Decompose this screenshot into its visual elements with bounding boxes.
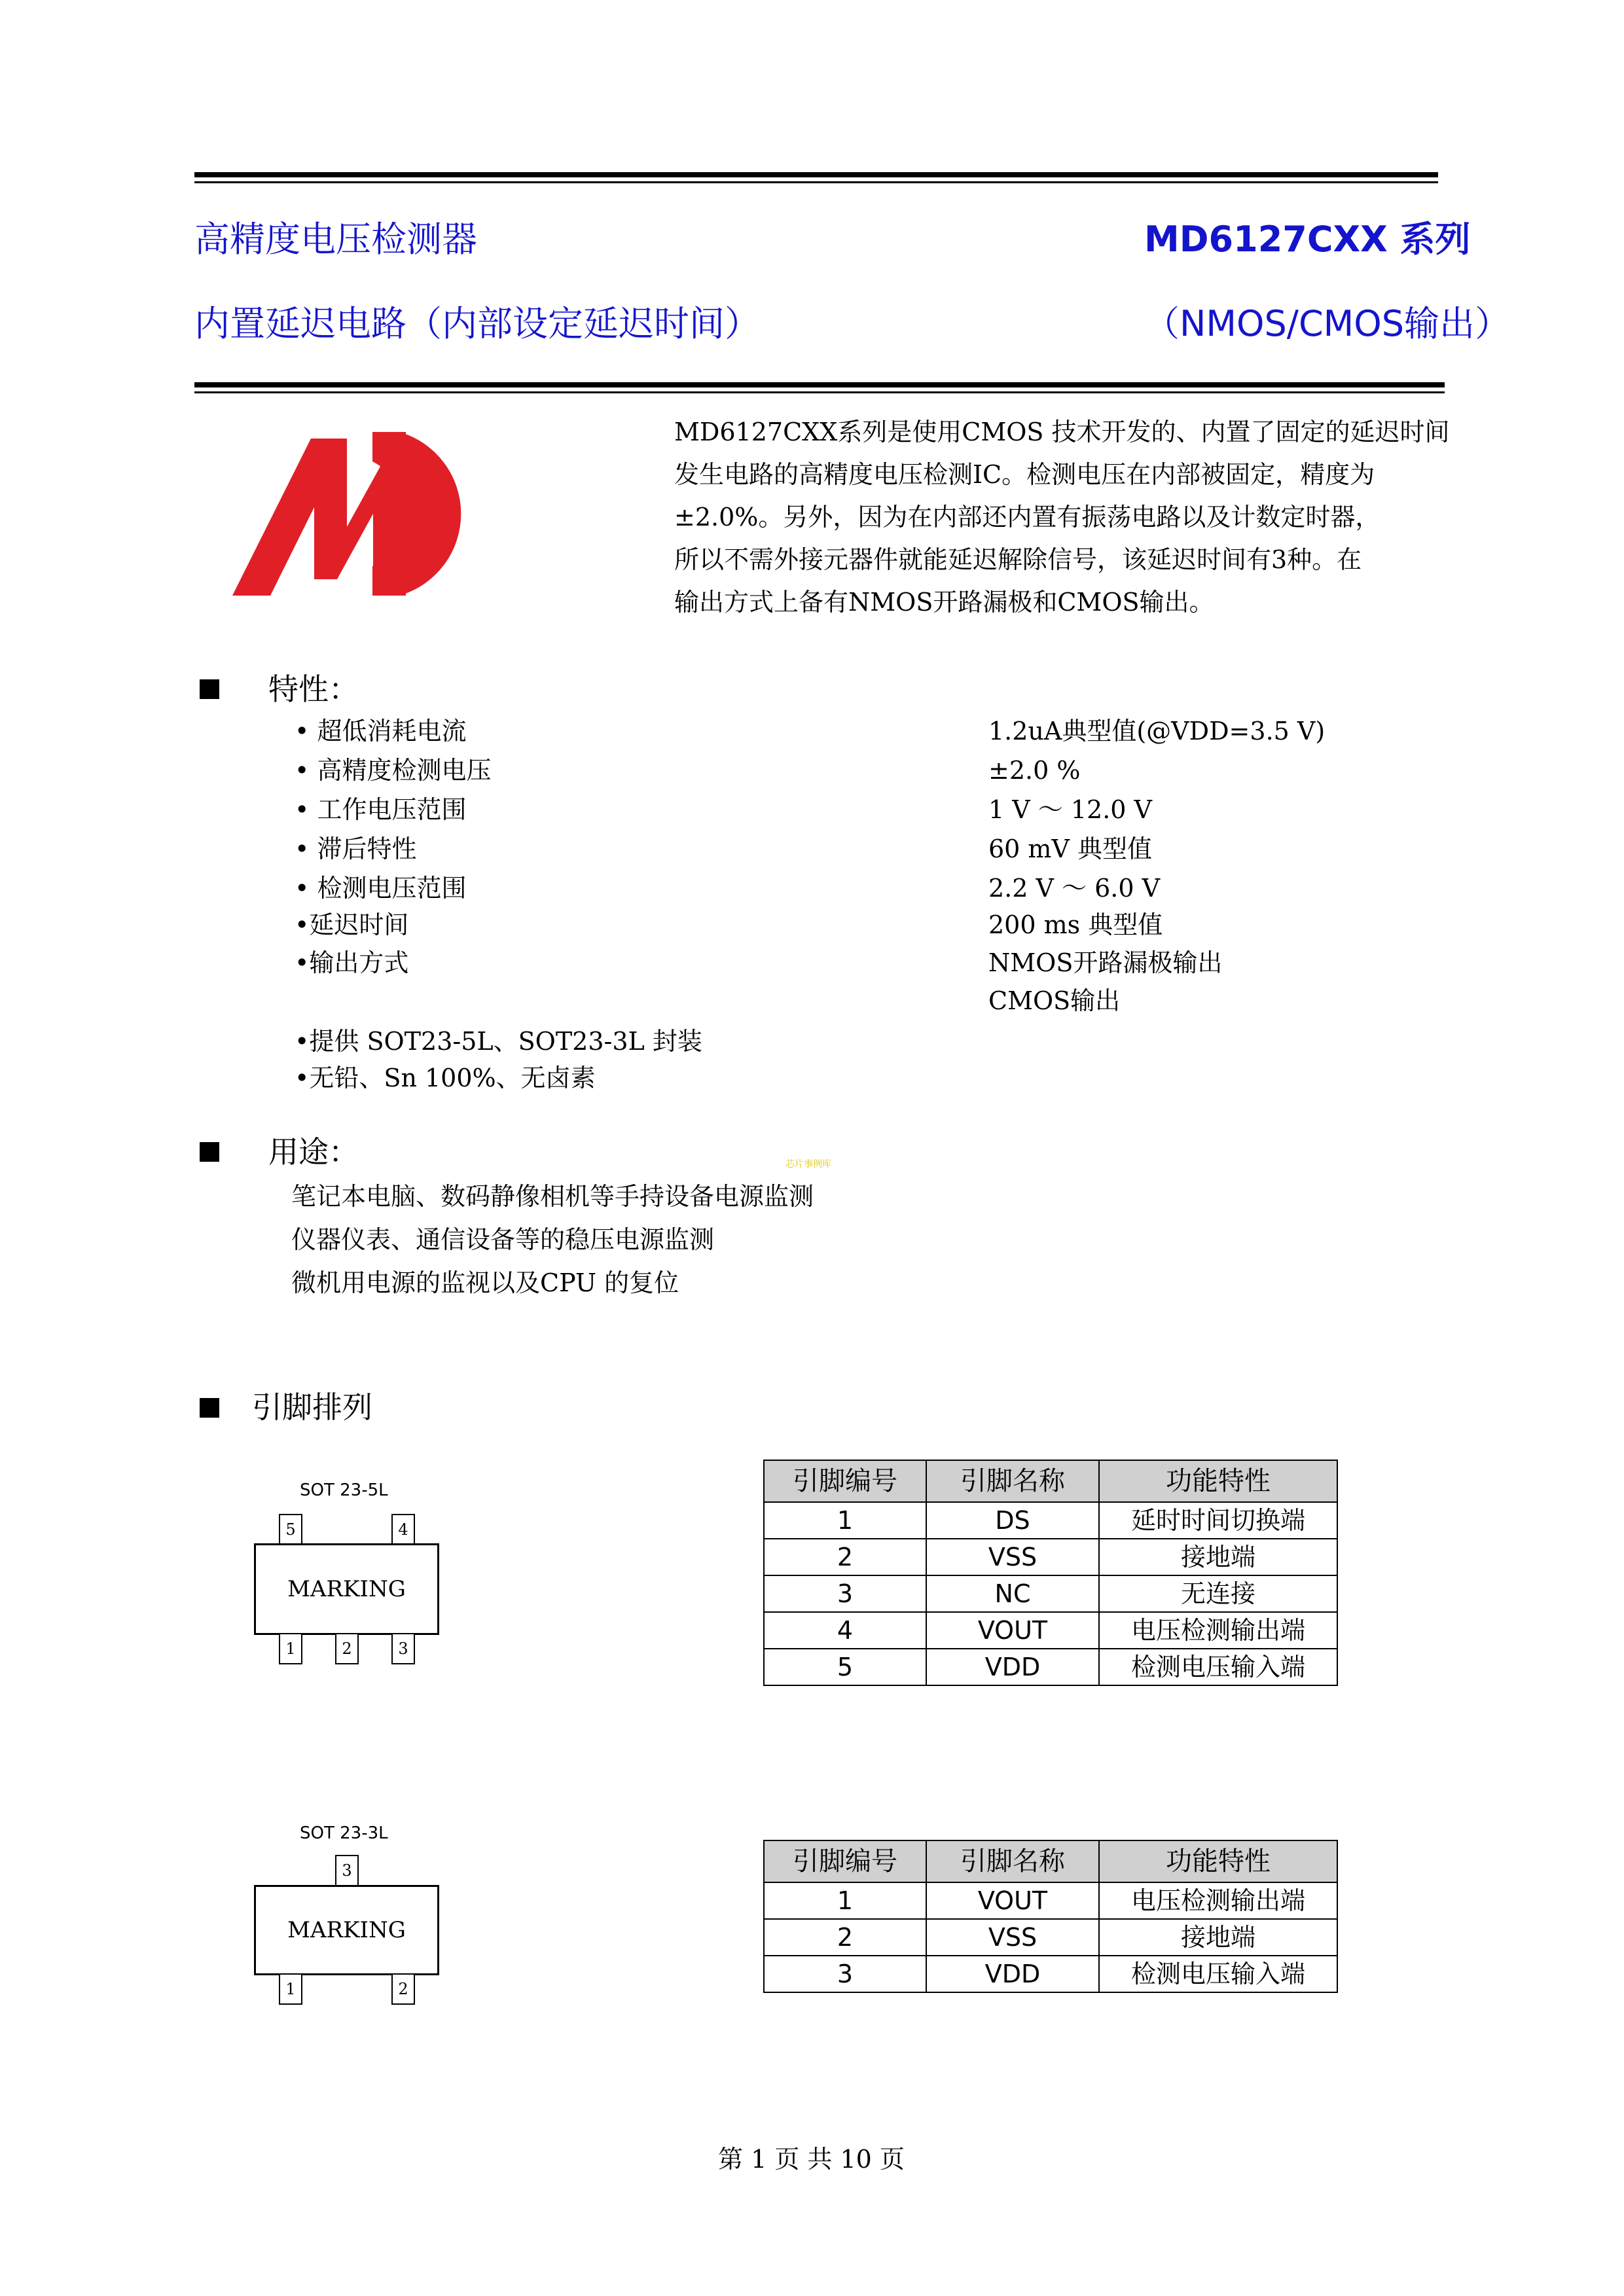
- column-header: 引脚编号: [764, 1840, 926, 1882]
- pin-number: 5: [764, 1649, 926, 1685]
- pkg5-label: SOT 23-5L: [300, 1480, 388, 1500]
- table-row: [764, 1575, 1337, 1612]
- feature-label: • 工作电压范围: [295, 795, 467, 824]
- pin-name: DS: [926, 1502, 1099, 1539]
- pin-name: VSS: [926, 1539, 1099, 1575]
- header-rule-bottom-thin: [194, 391, 1445, 393]
- pin-number: 2: [764, 1919, 926, 1956]
- pkg5-pin: 5: [279, 1514, 302, 1545]
- table-row: [764, 1882, 1337, 1919]
- pkg3-pin-table: [763, 1840, 1338, 1993]
- md-logo-icon: [232, 429, 475, 602]
- features-bullet-icon: [200, 679, 219, 699]
- table-header-row: [764, 1840, 1337, 1882]
- table-row: [764, 1539, 1337, 1575]
- feature-label: • 滞后特性: [295, 834, 417, 863]
- pin-function: 检测电压输入端: [1099, 1649, 1337, 1685]
- pkg3-pin: 1: [279, 1973, 302, 2005]
- intro-line: 发生电路的高精度电压检测IC。检测电压在内部被固定，精度为: [674, 460, 1375, 489]
- pin-function: 电压检测输出端: [1099, 1882, 1337, 1919]
- table-row: [764, 1502, 1337, 1539]
- feature-value: 200 ms 典型值: [988, 910, 1163, 939]
- pin-function: 接地端: [1099, 1539, 1337, 1575]
- feature-value: CMOS输出: [988, 986, 1121, 1015]
- pkg5-pin: 2: [335, 1633, 359, 1664]
- column-header: 功能特性: [1099, 1460, 1337, 1502]
- pkg5-pin-table: [763, 1460, 1338, 1686]
- feature-value: 2.2 V ～ 6.0 V: [988, 874, 1161, 903]
- intro-line: 输出方式上备有NMOS开路漏极和CMOS输出。: [674, 588, 1214, 617]
- intro-line: ±2.0%。另外，因为在内部还内置有振荡电路以及计数定时器，: [674, 503, 1380, 531]
- features-values: [988, 712, 1325, 1020]
- pkg3-pin: 2: [391, 1973, 415, 2005]
- features-list: [295, 712, 492, 982]
- pin-name: VOUT: [926, 1882, 1099, 1919]
- pin-number: 3: [764, 1575, 926, 1612]
- intro-paragraph: [674, 411, 1450, 624]
- header-title-left-2: 内置延迟电路（内部设定延迟时间）: [194, 303, 760, 344]
- pkg3-body: [254, 1885, 439, 1975]
- table-row: [764, 1919, 1337, 1956]
- pin-name: VDD: [926, 1956, 1099, 1992]
- pkg5-marking: MARKING: [287, 1576, 406, 1602]
- pin-function: 延时时间切换端: [1099, 1502, 1337, 1539]
- pin-number: 3: [764, 1956, 926, 1992]
- pin-name: VDD: [926, 1649, 1099, 1685]
- pin-name: VSS: [926, 1919, 1099, 1956]
- feature-value: 1 V ～ 12.0 V: [988, 795, 1152, 824]
- feature-extra: •提供 SOT23-5L、SOT23-3L 封装: [295, 1027, 702, 1056]
- feature-label: • 超低消耗电流: [295, 717, 467, 745]
- page-number: 第 1 页 共 10 页: [718, 2145, 905, 2174]
- pkg5-body: [254, 1543, 439, 1635]
- pin-name: VOUT: [926, 1612, 1099, 1649]
- feature-value: 60 mV 典型值: [988, 834, 1152, 863]
- table-row: [764, 1612, 1337, 1649]
- column-header: 引脚名称: [926, 1840, 1099, 1882]
- table-row: [764, 1649, 1337, 1685]
- pin-function: 检测电压输入端: [1099, 1956, 1337, 1992]
- pin-number: 1: [764, 1502, 926, 1539]
- intro-line: 所以不需外接元器件就能延迟解除信号，该延迟时间有3种。在: [674, 545, 1362, 574]
- pkg3-marking: MARKING: [287, 1917, 406, 1943]
- header-title-right-1: MD6127CXX 系列: [1144, 219, 1471, 260]
- watermark: 芯片事例库: [785, 1159, 831, 1170]
- pkg3-pin: 3: [335, 1855, 359, 1886]
- pkg5-pin: 4: [391, 1514, 415, 1545]
- header-title-right-2: （NMOS/CMOS输出）: [1144, 303, 1511, 344]
- table-row: [764, 1956, 1337, 1992]
- applications-list: [291, 1175, 814, 1304]
- header-rule-top-thick: [194, 172, 1438, 177]
- header-title-left-1: 高精度电压检测器: [194, 219, 477, 260]
- feature-label: •延迟时间: [295, 910, 409, 939]
- pin-function: 无连接: [1099, 1575, 1337, 1612]
- pin-number: 4: [764, 1612, 926, 1649]
- feature-label: • 检测电压范围: [295, 874, 467, 903]
- feature-extra: •无铅、Sn 100%、无卤素: [295, 1064, 596, 1092]
- column-header: 引脚编号: [764, 1460, 926, 1502]
- application-item: 微机用电源的监视以及CPU 的复位: [291, 1268, 679, 1297]
- pkg5-pin: 1: [279, 1633, 302, 1664]
- column-header: 功能特性: [1099, 1840, 1337, 1882]
- feature-value: 1.2uA典型值(@VDD=3.5 V): [988, 717, 1326, 745]
- pinout-bullet-icon: [200, 1398, 219, 1418]
- pkg3-label: SOT 23-3L: [300, 1823, 388, 1843]
- pinout-heading: 引脚排列: [252, 1390, 372, 1425]
- column-header: 引脚名称: [926, 1460, 1099, 1502]
- table-header-row: [764, 1460, 1337, 1502]
- pin-function: 接地端: [1099, 1919, 1337, 1956]
- feature-label: •输出方式: [295, 948, 409, 977]
- pkg5-pin: 3: [391, 1633, 415, 1664]
- pin-number: 1: [764, 1882, 926, 1919]
- application-item: 笔记本电脑、数码静像相机等手持设备电源监测: [291, 1182, 814, 1211]
- feature-value: ±2.0 %: [988, 756, 1081, 785]
- applications-heading: 用途：: [268, 1134, 359, 1170]
- applications-bullet-icon: [200, 1142, 219, 1162]
- header-rule-bottom-thick: [194, 382, 1445, 387]
- pin-name: NC: [926, 1575, 1099, 1612]
- features-extras: [295, 1022, 702, 1096]
- header-rule-top-thin: [194, 181, 1438, 183]
- features-heading: 特性：: [268, 672, 359, 707]
- feature-value: NMOS开路漏极输出: [988, 948, 1223, 977]
- feature-label: • 高精度检测电压: [295, 756, 492, 785]
- application-item: 仪器仪表、通信设备等的稳压电源监测: [291, 1225, 715, 1254]
- pin-number: 2: [764, 1539, 926, 1575]
- intro-line: MD6127CXX系列是使用CMOS 技术开发的、内置了固定的延迟时间: [674, 418, 1450, 446]
- pin-function: 电压检测输出端: [1099, 1612, 1337, 1649]
